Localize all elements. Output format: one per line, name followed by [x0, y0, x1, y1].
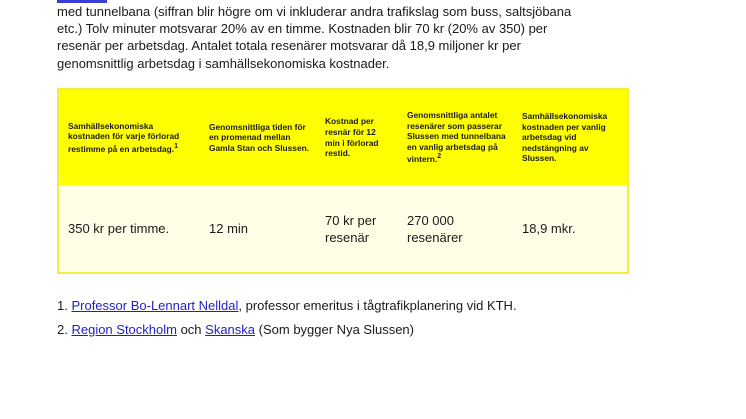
cell-cost-per-traveler: 70 kr per resenär [316, 185, 398, 273]
header-cost-per-traveler: Kostnad per resnär för 12 min i förlorad restid. [316, 89, 398, 185]
table-header-row [58, 89, 628, 185]
footnote-1 [57, 297, 517, 314]
intro-line: genomsnittlig arbetsdag i samhällsekonomiska kostnader. [57, 55, 390, 71]
header-traveler-count: Genomsnittliga antalet resenärer som passerar Slussen med tunnelbana en vanlig arbetsdag på vintern.$^2$ [398, 89, 513, 185]
intro-paragraph [57, 3, 577, 72]
footnote-ref-2: 2 [437, 153, 442, 161]
cell-daily-cost: 18,9 mkr. [513, 185, 628, 273]
link-skanska[interactable]: Skanska [205, 322, 256, 337]
cost-table [57, 88, 629, 274]
header-cost-per-hour: Samhällsekonomiska kostnaden för varje förlorad restimme på en arbetsdag.$^1$ [58, 89, 200, 185]
cell-traveler-count: 270 000 resenärer [398, 185, 513, 273]
footnote-separator: och [176, 322, 206, 337]
footnote-ref-1: 1 [174, 142, 179, 150]
link-region-stockholm[interactable]: Region Stockholm [71, 322, 177, 337]
footnote-number: 1. [57, 298, 68, 313]
link-professor-nelldal[interactable]: Professor Bo-Lennart Nelldal [71, 298, 239, 313]
intro-line: resenär per arbetsdag. Antalet totala resenärer motsvarar då 18,9 miljoner kr per [57, 38, 521, 54]
table-row [58, 185, 628, 273]
footnote-2 [57, 321, 517, 338]
intro-line: etc.) Tolv minuter motsvarar 20% av en timme. Kostnaden blir 70 kr (20% av 350) per [57, 21, 548, 37]
footnotes-list [57, 297, 517, 345]
cell-cost-per-hour: 350 kr per timme. [58, 185, 200, 273]
intro-line: med tunnelbana (siffran blir högre om vi inkluderar andra trafikslag som buss, saltsjöbana [57, 4, 572, 19]
cell-walk-time: 12 min [200, 185, 316, 273]
footnote-number: 2. [57, 322, 68, 337]
footnote-text: , professor emeritus i tågtrafikplanering vid KTH. [238, 298, 517, 313]
header-daily-cost: Samhällsekonomiska kostnaden per vanlig arbetsdag vid nedstängning av Slussen. [513, 89, 628, 185]
header-walk-time: Genomsnittliga tiden för en promenad mellan Gamla Stan och Slussen. [200, 89, 316, 185]
footnote-text: (Som bygger Nya Slussen) [255, 322, 414, 337]
